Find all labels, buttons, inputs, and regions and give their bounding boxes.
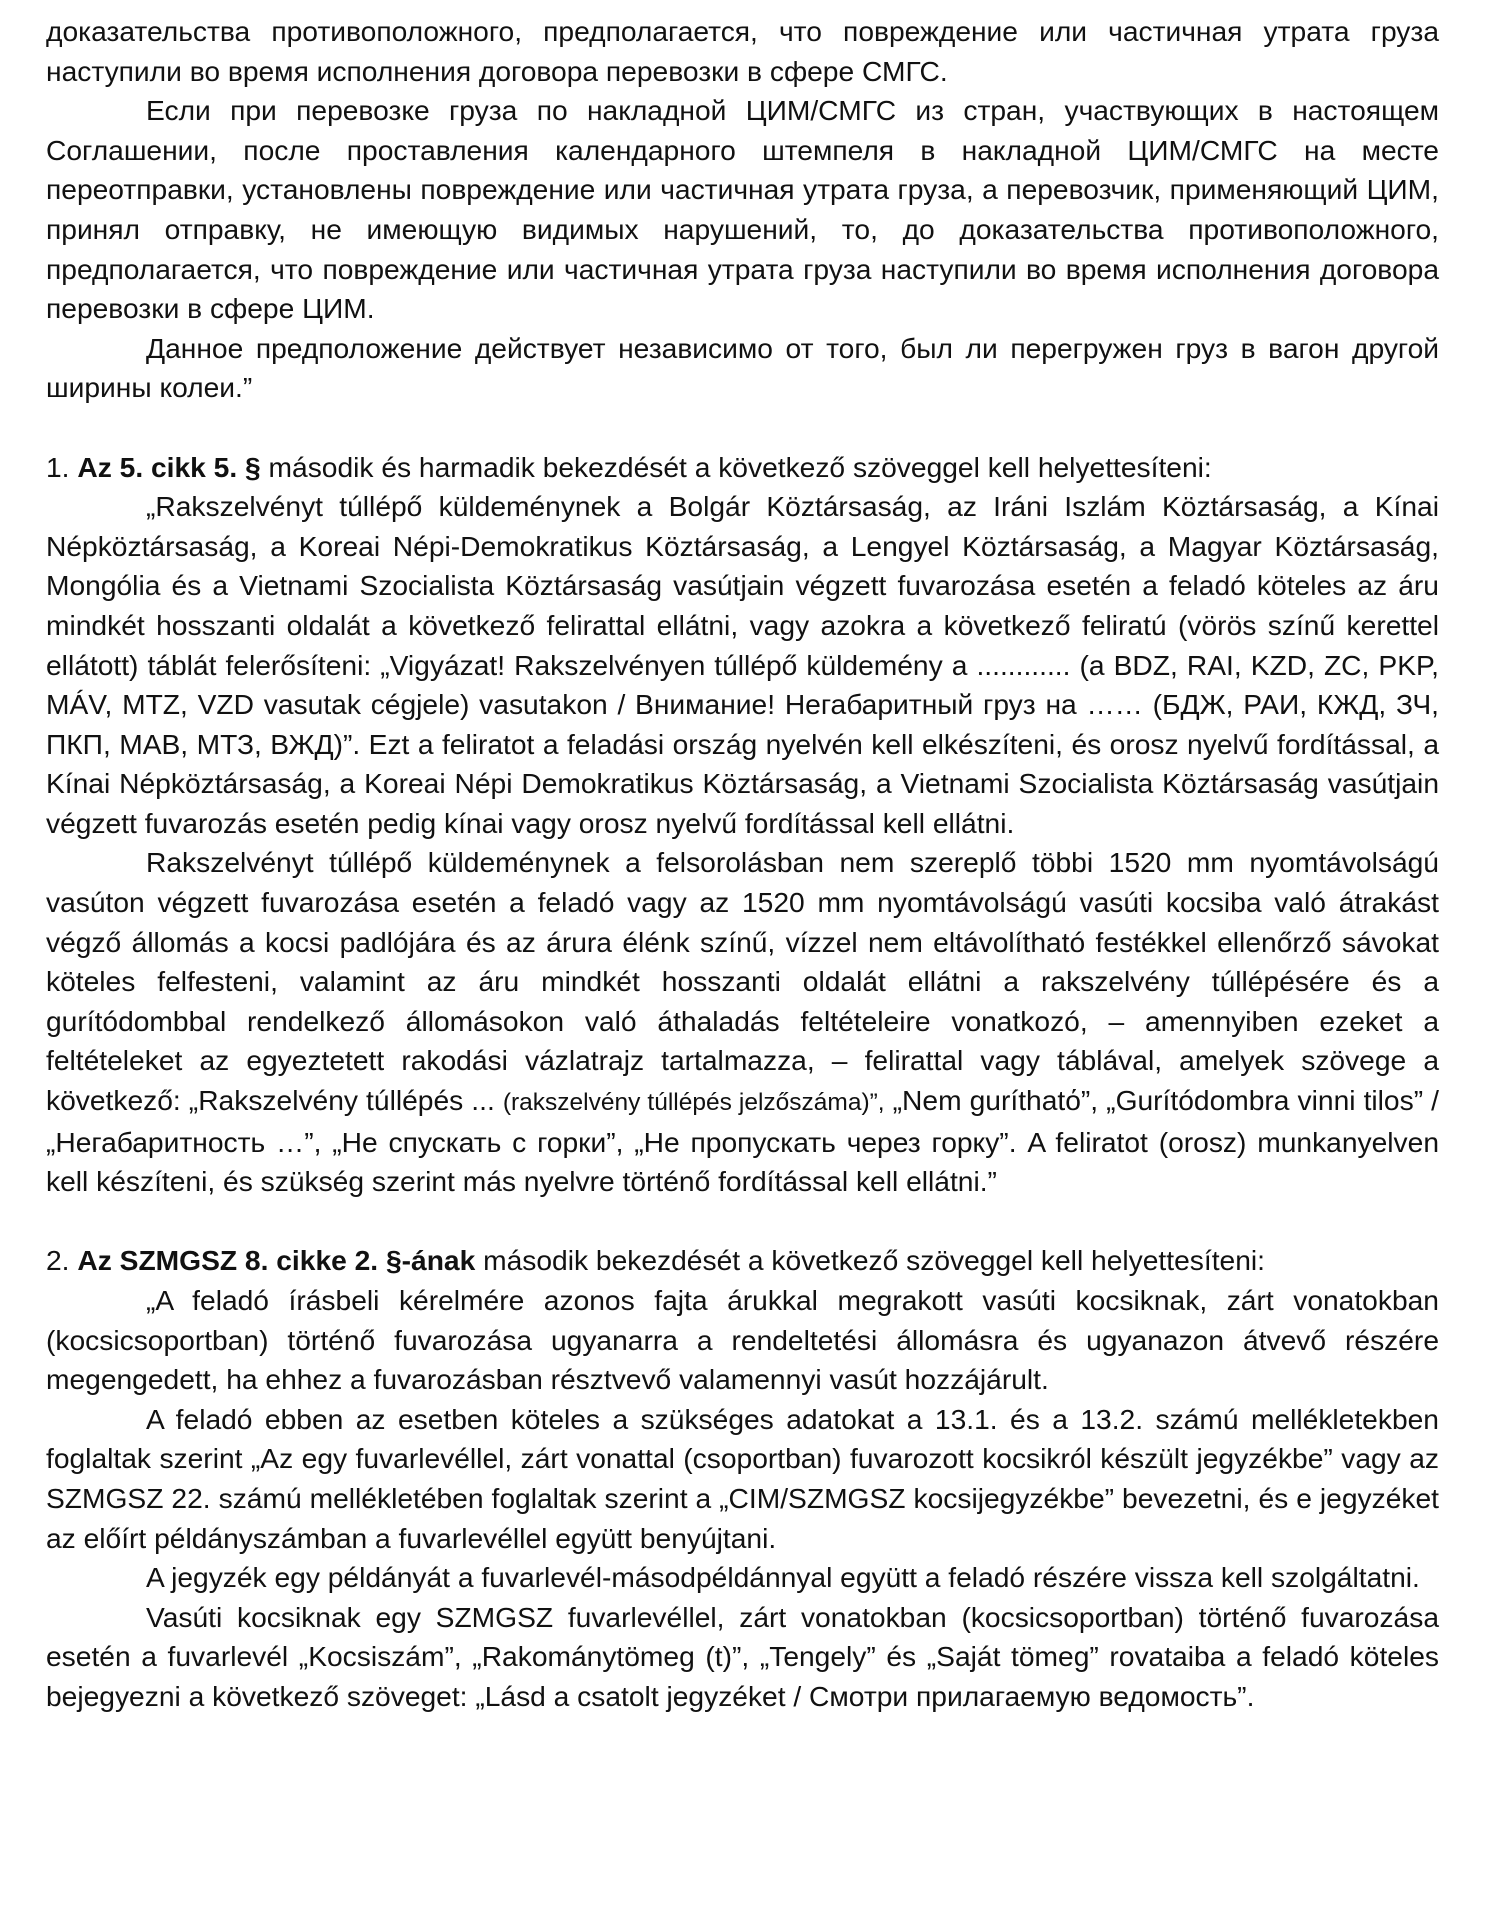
paragraph-cim-smgs-damage: Если при перевозке груза по накладной ЦИМ/СМГС из стран, участвующих в настоящем Соглашении, после проставления календарного штемпеля в накладной ЦИМ/СМГС на месте переотправки, установлены повреждение или частичная утрата груза, а перевозчик, применяющий ЦИМ, принял отправку, не имеющую видимых нарушений, то, до доказательства противоположного, предполагается, что повреждение или частичная утрата груза наступили во время исполнения договора перевозки в сфере ЦИМ. <box>46 94 1439 325</box>
paragraph-gauge-assumption: Данное предположение действует независимо от того, был ли перегружен груз в вагон другой ширины колеи.” <box>46 331 1439 404</box>
paragraph-smgs-conclusion: доказательства противоположного, предполагается, что повреждение или частичная утрата груза наступили во время исполнения договора перевозки в сфере СМГС. <box>46 15 1439 87</box>
item-2-heading <box>46 1241 1439 1281</box>
paragraph-1520mm-gauge <box>46 843 1439 1201</box>
item-1-heading <box>46 448 1439 488</box>
item-1-number: 1. <box>46 450 70 483</box>
item-2-text: második bekezdését a következő szöveggel kell helyettesíteni: <box>475 1244 1265 1277</box>
paragraph-1520mm-part-b: „Nem guríthatό”, „Gurítódombra vinni tilos” / „Негабаритность …”, „Не спускать с горки”, „Не пропускать через горку”. A feliratot (orosz) munkanyelven kell készíteni, és szükség szerint más nyelvre történő fordítással kell ellátni.” <box>46 1084 1439 1198</box>
item-2-number: 2. <box>46 1244 70 1277</box>
paragraph-1520mm-small-text: (rakszelvény túllépés jelzőszáma)”, <box>502 1089 885 1117</box>
paragraph-1520mm-part-a: Rakszelvényt túllépő küldeménynek a felsorolásban nem szereplő többi 1520 mm nyomtávolságú vasúton végzett fuvarozása esetén a feladó vagy az 1520 mm nyomtávolságú vasúti kocsiba való átrakást végző állomás a kocsi padlójára és az árura élénk színű, vízzel nem eltávolítható festékkel ellenőrző sávokat köteles felfesteni, valamint az áru mindkét hosszanti oldalát ellátni a rakszelvény túllépésére és a gurítódombbal rendelkező állomásokon való áthaladás feltételeire vonatkozó, – amennyiben ezeket a feltételeket az egyeztetett rakodási vázlatrajz tartalmazza, – felirattal vagy táblával, amelyek szövege a következő: „Rakszelvény túllépés ... <box>46 846 1439 1117</box>
paragraph-closed-trains: „A feladó írásbeli kérelmére azonos fajta árukkal megrakott vasúti kocsiknak, zárt vonatokban (kocsicsoportban) történő fuvarozása ugyanarra a rendeltetési állomásra és ugyanazon átvevő részére megengedett, ha ehhez a fuvarozásban résztvevő valamennyi vasút hozzájárult. <box>46 1284 1439 1396</box>
paragraph-oversize-label: „Rakszelvényt túllépő küldeménynek a Bolgár Köztársaság, az Iráni Iszlám Köztársaság, a Kínai Népköztársaság, a Koreai Népi-Demokratikus Köztársaság, a Lengyel Köztársaság, a Magyar Köztársaság, Mongólia és a Vietnami Szocialista Köztársaság vasútjain végzett fuvarozása esetén a feladó köteles az áru mindkét hosszanti oldalát a következő felirattal ellátni, vagy azokra a következő feliratú (vörös színű kerettel ellátott) táblát felerősíteni: „Vigyázat! Rakszelvényen túllépő küldemény a ............ (a BDZ, RAI, KZD, ZC, PKP, MÁV, MTZ, VZD vasutak cégjele) vasutakon / Внимание! Негабаритный груз на …… (БДЖ, РАИ, КЖД, ЗЧ, ПКП, МАВ, МТЗ, ВЖД)”. Ezt a feliratot a feladási ország nyelvén kell elkészíteni, és orosz nyelvű fordítással, a Kínai Népköztársaság, a Koreai Népi Demokratikus Köztársaság, a Vietnami Szocialista Köztársaság vasútjain végzett fuvarozás esetén pedig kínai vagy orosz nyelvű fordítással kell ellátni. <box>46 490 1439 839</box>
paragraph-wagon-list: A feladó ebben az esetben köteles a szükséges adatokat a 13.1. és a 13.2. számú mellékletekben foglaltak szerint „Az egy fuvarlevéllel, zárt vonattal (csoportban) fuvarozott kocsikról készült jegyzékbe” vagy az SZMGSZ 22. számú mellékletében foglaltak szerint a „CIM/SZMGSZ kocsijegyzékbe” bevezetni, és e jegyzéket az előírt példányszámban a fuvarlevéllel együtt benyújtani. <box>46 1402 1439 1554</box>
item-1-reference: Az 5. cikk 5. § <box>77 450 261 483</box>
paragraph-spacer <box>46 1202 1439 1242</box>
paragraph-spacer <box>46 408 1439 448</box>
item-2-reference: Az SZMGSZ 8. cikke 2. §-ának <box>77 1244 476 1277</box>
paragraph-waybill-entries: Vasúti kocsiknak egy SZMGSZ fuvarlevéllel, zárt vonatokban (kocsicsoportban) történő fuvarozása esetén a fuvarlevél „Kocsiszám”, „Rakománytömeg (t)”, „Tengely” és „Saját tömeg” rovataiba a feladó köteles bejegyezni a következő szöveget: „Lásd a csatolt jegyzéket / Смотри прилагаемую ведомость”. <box>46 1600 1439 1712</box>
paragraph-list-copy: A jegyzék egy példányát a fuvarlevél-másodpéldánnyal együtt a feladó részére vissza kell szolgáltatni. <box>146 1561 1420 1594</box>
item-1-text: második és harmadik bekezdését a következő szöveggel kell helyettesíteni: <box>260 450 1212 483</box>
